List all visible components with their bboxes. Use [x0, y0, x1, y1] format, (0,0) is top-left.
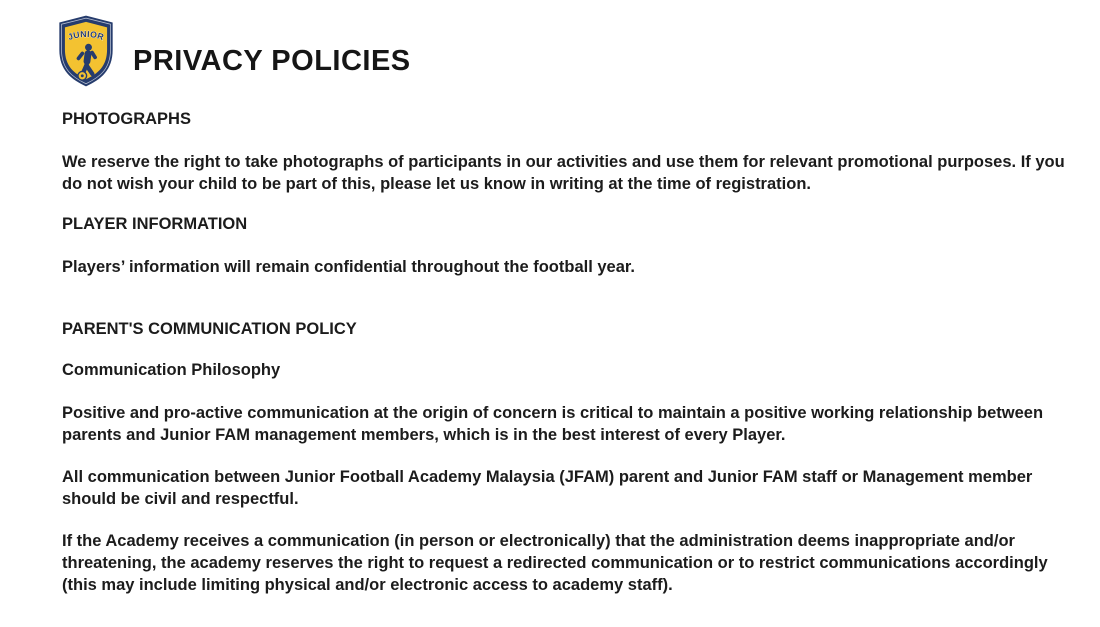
- policy-content: [0, 90, 1100, 596]
- header: [0, 0, 1100, 90]
- policy-heading: PARENT'S COMMUNICATION POLICY: [62, 320, 357, 338]
- policy-paragraph: If the Academy receives a communication (in person or electronically) that the administration deems inappropriate and/or threatening, the academy reserves the right to request a redirected communication or to restrict communications accordingly (this may include limiting physical and/or electronic access to academy staff).: [62, 532, 1048, 594]
- policy-paragraph: We reserve the right to take photographs of participants in our activities and use them for relevant promotional purposes. If you do not wish your child to be part of this, please let us know in writing at the time of registration.: [62, 153, 1065, 193]
- policy-heading: Communication Philosophy: [62, 361, 281, 379]
- page-title: PRIVACY POLICIES: [133, 44, 411, 77]
- policy-heading: PLAYER INFORMATION: [62, 215, 248, 233]
- policy-paragraph: All communication between Junior Football Academy Malaysia (JFAM) parent and Junior FAM staff or Management member should be civil and respectful.: [62, 468, 1033, 508]
- policy-paragraph: Positive and pro-active communication at the origin of concern is critical to maintain a positive working relationship between parents and Junior FAM management members, which is in the best interest of every Player.: [62, 404, 1044, 444]
- academy-crest-logo: [55, 12, 117, 90]
- policy-heading: PHOTOGRAPHS: [62, 110, 191, 128]
- policy-paragraph: Players’ information will remain confidential throughout the football year.: [62, 258, 635, 276]
- football-icon: [78, 71, 87, 80]
- blank-line: [62, 298, 1074, 320]
- logo-wordmark: JUNIOR: [66, 28, 106, 43]
